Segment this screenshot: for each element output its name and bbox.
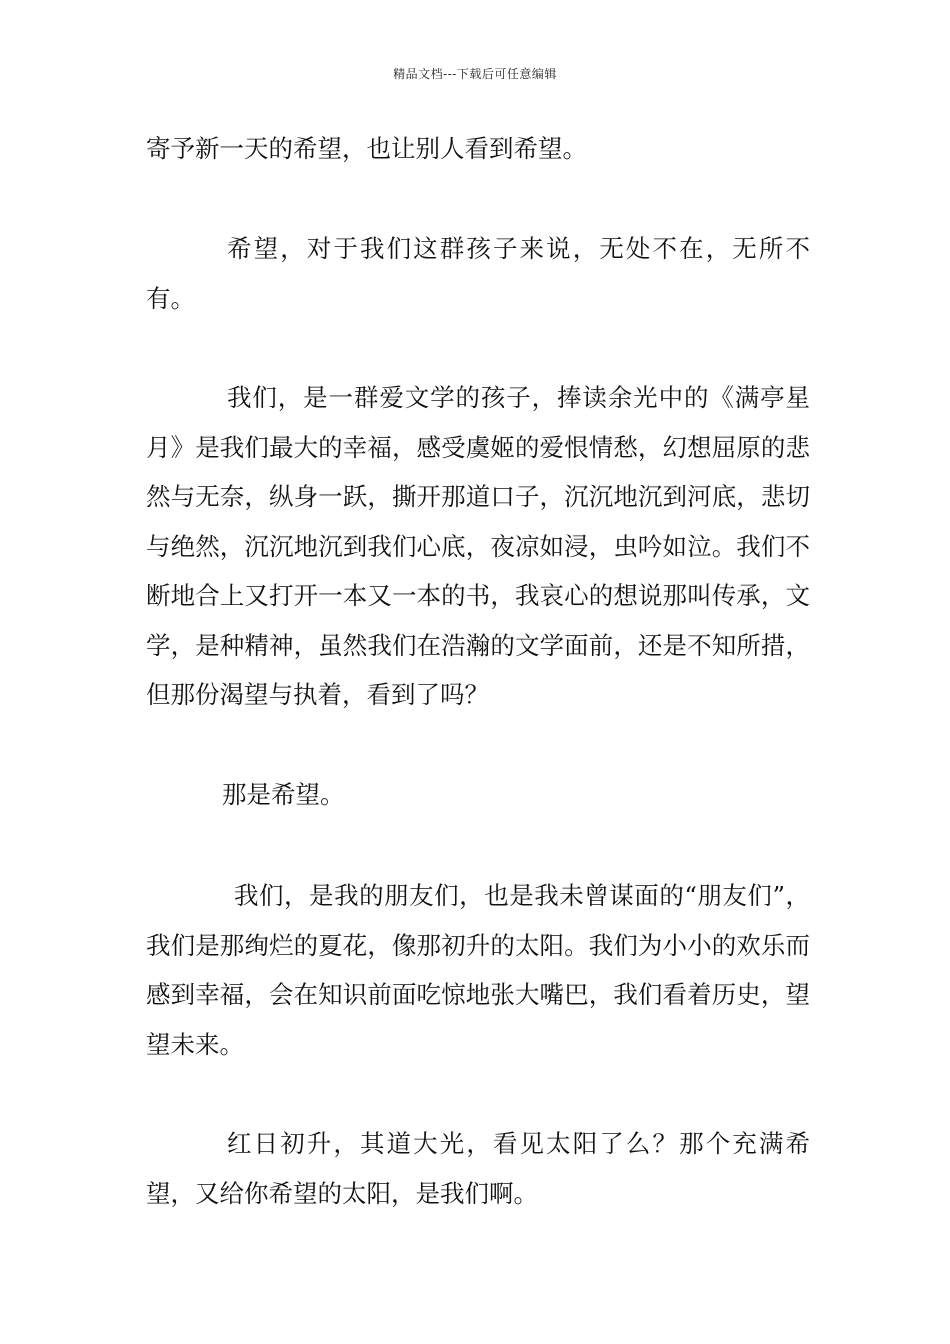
paragraph-6: 红日初升，其道大光，看见太阳了么？那个充满希望，又给你希望的太阳，是我们啊。 (146, 1129, 810, 1208)
paragraph-1: 寄予新一天的希望，也让别人看到希望。 (146, 134, 587, 163)
page-header: 精品文档---下载后可任意编辑 (393, 67, 557, 81)
paragraph-3: 我们，是一群爱文学的孩子，捧读余光中的《满亭星月》是我们最大的幸福，感受虞姬的爱恨情愁，幻想屈原的悲然与无奈，纵身一跃，撕开那道口子，沉沉地沉到河底，悲切与绝然，沉沉地沉到我们心底，夜凉如浸，虫吟如泣。我们不断地合上又打开一本又一本的书，我哀心的想说那叫传承，文学，是种精神，虽然我们在浩瀚的文学面前，还是不知所措，但那份渴望与执着，看到了吗？ (146, 383, 810, 709)
paragraph-4: 那是希望。 (222, 780, 345, 809)
paragraph-5: 我们，是我的朋友们，也是我未曾谋面的“朋友们”，我们是那绚烂的夏花，像那初升的太阳。我们为小小的欢乐而感到幸福，会在知识前面吃惊地张大嘴巴，我们看着历史，望望未来。 (146, 881, 810, 1059)
paragraph-2: 希望，对于我们这群孩子来说，无处不在，无所不有。 (146, 234, 810, 313)
